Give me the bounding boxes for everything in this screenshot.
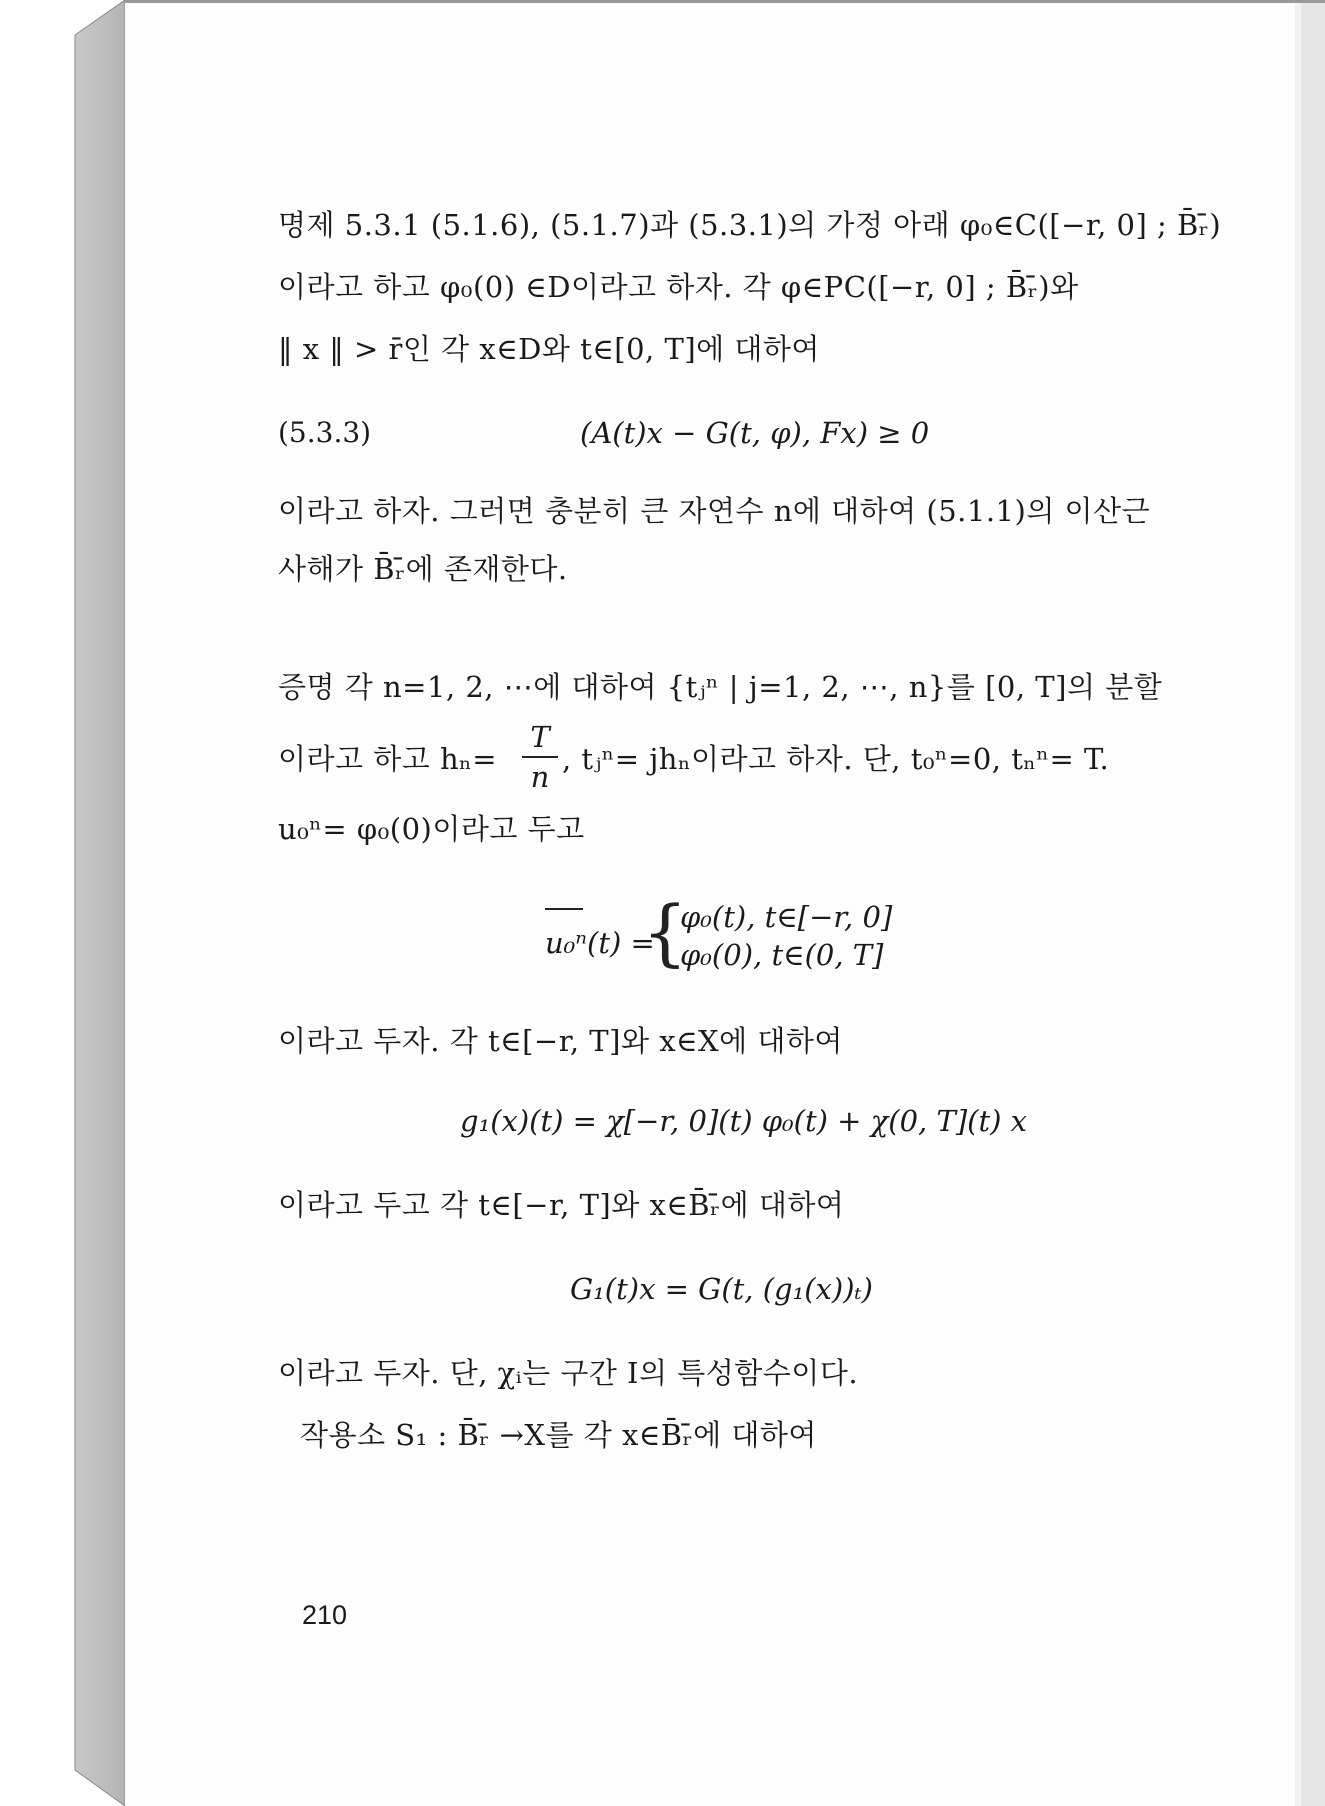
fraction-bar [522,756,558,758]
proof-line-1: 증명 각 n=1, 2, ⋯에 대하여 {tⱼⁿ | j=1, 2, ⋯, n}를 [0, T]의 분할 [278,670,1163,704]
book-spine [0,0,130,1806]
cases-lhs: u₀ⁿ(t) = [545,926,655,960]
proof-line-7: 작용소 S₁ : B̄ᵣ̄ →X를 각 x∈B̄ᵣ̄에 대하여 [300,1418,817,1452]
proposition-after-line-2: 사해가 B̄ᵣ̄에 존재한다. [278,552,568,586]
proof-line-2a: 이라고 하고 hₙ= [278,742,498,776]
proof-line-3: u₀ⁿ= φ₀(0)이라고 두고 [278,812,585,846]
page-right-edge [1295,0,1325,1806]
proof-line-4: 이라고 두자. 각 t∈[−r, T]와 x∈X에 대하여 [278,1024,843,1058]
proposition-after-line-1: 이라고 하자. 그러면 충분히 큰 자연수 n에 대하여 (5.1.1)의 이산근 [278,494,1151,528]
proof-line-5: 이라고 두고 각 t∈[−r, T]와 x∈B̄ᵣ̄에 대하여 [278,1188,845,1222]
equation-g1: g₁(x)(t) = χ[−r, 0](t) φ₀(t) + χ(0, T](t) x [460,1104,1027,1138]
page-top-edge [125,0,1325,6]
proposition-line-1: 명제 5.3.1 (5.1.6), (5.1.7)과 (5.3.1)의 가정 아래 φ₀∈C([−r, 0] ; B̄ᵣ̄) [278,208,1222,242]
cases-brace: { [642,890,688,974]
proposition-line-2: 이라고 하고 φ₀(0) ∈D이라고 하자. 각 φ∈PC([−r, 0] ; B̄ᵣ̄)와 [278,270,1079,304]
fraction-numerator: T [530,720,550,754]
equation-label: (5.3.3) [278,416,372,449]
equation-G1: G₁(t)x = G(t, (g₁(x))ₜ) [570,1272,873,1306]
case-1: φ₀(t), t∈[−r, 0] [680,900,893,934]
fraction-denominator: n [530,760,550,794]
overline [545,908,583,910]
equation-5-3-3: (A(t)x − G(t, φ), Fx) ≥ 0 [580,416,930,450]
proposition-line-3: ‖ x ‖ > r̄인 각 x∈D와 t∈[0, T]에 대하여 [278,332,820,366]
proof-line-6: 이라고 두자. 단, χᵢ는 구간 I의 특성함수이다. [278,1356,859,1390]
page-number: 210 [302,1600,348,1630]
proof-line-2b: , tⱼⁿ= jhₙ이라고 하자. 단, t₀ⁿ=0, tₙⁿ= T. [562,742,1110,776]
case-2: φ₀(0), t∈(0, T] [680,938,884,972]
